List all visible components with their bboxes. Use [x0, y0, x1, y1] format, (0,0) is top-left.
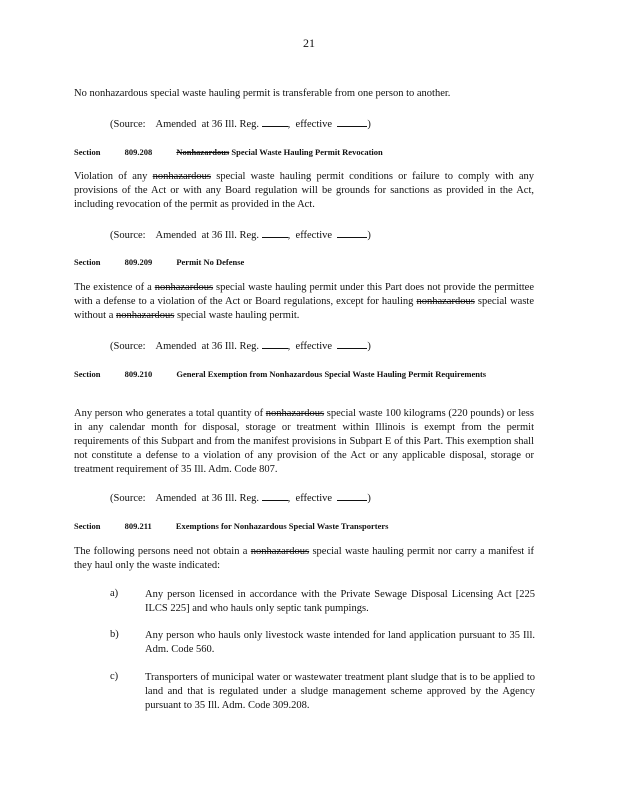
source-amended: Amended: [155, 119, 197, 130]
source-note: (Source: Amended at 36 Ill. Reg. , effective ): [110, 490, 371, 504]
text-run: special waste hauling permit conditions or failure to comply with any provisions of the Act or with any Board regulation will be grounds for sanctions as provided in the Act, including revocation of the permit as provided in the Act.: [74, 171, 534, 210]
paragraph-no-defense: [74, 281, 534, 323]
source-close: ): [367, 230, 371, 241]
source-open: (Source:: [110, 341, 146, 352]
list-item-text: Any person who hauls only livestock waste intended for land application pursuant to 35 Ill. Adm. Code 560.: [145, 630, 535, 655]
source-close: ): [367, 493, 371, 504]
section-number: 809.208: [124, 147, 153, 157]
source-blank: [262, 116, 288, 127]
section-heading-809-208: [74, 146, 534, 158]
section-label: Section: [74, 257, 101, 267]
source-amended: Amended: [155, 230, 197, 241]
struck-word: nonhazardous: [116, 310, 175, 321]
source-blank: [337, 227, 367, 238]
text-run: The following persons need not obtain a: [74, 546, 251, 557]
list-item-text: Any person licensed in accordance with the Private Sewage Disposal Licensing Act [225 ILCS 225] and who hauls only septic tank pumpings.: [145, 589, 535, 614]
section-label: Section: [74, 369, 101, 379]
source-blank: [337, 490, 367, 501]
struck-word: nonhazardous: [152, 171, 211, 182]
struck-word: nonhazardous: [250, 546, 310, 557]
text-run: Violation of any: [74, 171, 153, 182]
text-run: special waste without a: [74, 296, 534, 321]
text-run: special waste 100 kilograms (220 pounds) or less in any calendar month for disposal, storage or treatment within Illinois is exempt from the permit requirements of this Subpart and from the manifest provisions in Subpart E of this Part. This exemption shall not constitute a defense to a violation of any provision of the Act or any applicable disposal, storage or treatment requirement of 35 Ill. Adm. Code 807.: [74, 408, 534, 475]
struck-word: nonhazardous: [265, 408, 325, 419]
paragraph-transporter-exemptions: [74, 545, 534, 573]
section-heading-809-211: [74, 520, 534, 532]
source-amended: Amended: [155, 341, 197, 352]
section-title: Permit No Defense: [176, 257, 245, 267]
section-title: General Exemption from Nonhazardous Special Waste Hauling Permit Requirements: [176, 369, 487, 379]
text-run: special waste hauling permit nor carry a manifest if they haul only the waste indicated:: [74, 546, 534, 571]
text-run: special waste hauling permit under this Part does not provide the permittee with a defense to a violation of the Act or Board regulations, except for hauling: [74, 282, 535, 307]
section-number: 809.211: [124, 521, 152, 531]
source-blank: [262, 227, 288, 238]
section-number: 809.210: [124, 369, 153, 379]
source-at: at 36 Ill. Reg.: [201, 341, 260, 352]
source-note: (Source: Amended at 36 Ill. Reg. , effective ): [110, 116, 371, 130]
source-blank: [337, 116, 367, 127]
paragraph-general-exemption: [74, 407, 534, 477]
section-number: 809.209: [124, 257, 153, 267]
struck-word: nonhazardous: [154, 282, 214, 293]
source-at: at 36 Ill. Reg.: [201, 230, 260, 241]
section-heading-809-209: [74, 256, 534, 268]
text-run: Any person who generates a total quantity of: [74, 408, 266, 419]
source-effective: effective: [295, 341, 333, 352]
struck-word: Nonhazardous: [176, 147, 230, 157]
source-note: (Source: Amended at 36 Ill. Reg. , effective ): [110, 338, 371, 352]
struck-word: nonhazardous: [416, 296, 475, 307]
paragraph-transferability: No nonhazardous special waste hauling permit is transferable from one person to another.: [74, 88, 451, 99]
list-item-text: Transporters of municipal water or wastewater treatment plant sludge that is to be applied to land and that is regulated under a sludge management scheme approved by the Agency pursuant to 35 Ill. Adm. Code 309.208.: [145, 672, 535, 711]
source-at: at 36 Ill. Reg.: [201, 493, 260, 504]
text-run: The existence of a: [74, 282, 155, 293]
section-title: Exemptions for Nonhazardous Special Waste Transporters: [175, 521, 389, 531]
paragraph-revocation: [74, 170, 534, 212]
section-heading-809-210: [74, 368, 534, 380]
page-number: 21: [303, 36, 315, 50]
source-open: (Source:: [110, 493, 146, 504]
source-note: (Source: Amended at 36 Ill. Reg. , effective ): [110, 227, 371, 241]
text-run: special waste hauling permit.: [174, 310, 300, 321]
source-amended: Amended: [155, 493, 197, 504]
source-at: at 36 Ill. Reg.: [201, 119, 260, 130]
source-effective: effective: [295, 230, 333, 241]
list-item-letter: b): [110, 629, 119, 640]
source-effective: effective: [295, 493, 333, 504]
source-blank: [337, 338, 367, 349]
source-blank: [262, 490, 288, 501]
section-label: Section: [74, 147, 101, 157]
source-close: ): [367, 119, 371, 130]
list-item-letter: a): [110, 588, 119, 599]
source-effective: effective: [295, 119, 333, 130]
source-close: ): [367, 341, 371, 352]
source-blank: [262, 338, 288, 349]
list-item-letter: c): [110, 671, 119, 682]
source-open: (Source:: [110, 230, 146, 241]
section-label: Section: [74, 521, 101, 531]
section-title: Special Waste Hauling Permit Revocation: [231, 147, 383, 157]
source-open: (Source:: [110, 119, 146, 130]
